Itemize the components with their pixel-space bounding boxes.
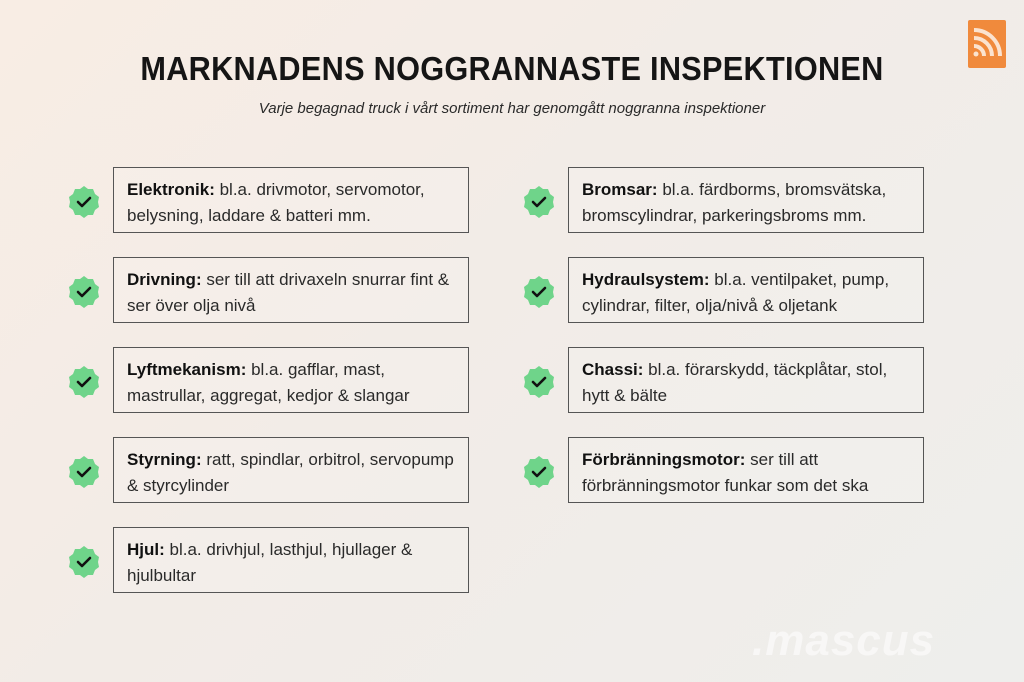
inspection-box bbox=[568, 347, 924, 413]
check-badge-icon bbox=[523, 366, 555, 398]
inspection-item-chassi bbox=[523, 347, 1003, 417]
item-label: Förbränningsmotor: bbox=[582, 450, 746, 469]
check-badge-icon bbox=[68, 186, 100, 218]
inspection-box bbox=[113, 347, 469, 413]
signal-waves-logo-icon bbox=[968, 20, 1006, 68]
item-text: bl.a. ventilpaket, pump, cylindrar, filter, olja/nivå & oljetank bbox=[582, 270, 890, 315]
inspection-box bbox=[113, 437, 469, 503]
item-text: ratt, spindlar, orbitrol, servopump & styrcylinder bbox=[127, 450, 454, 495]
item-label: Hydraulsystem: bbox=[582, 270, 710, 289]
inspection-box bbox=[568, 257, 924, 323]
inspection-box bbox=[113, 257, 469, 323]
check-badge-icon bbox=[68, 366, 100, 398]
inspection-item-elektronik bbox=[68, 167, 548, 237]
mascus-watermark: .mascus bbox=[752, 616, 936, 665]
page-title: MARKNADENS NOGGRANNASTE INSPEKTIONEN bbox=[140, 50, 884, 87]
item-text: bl.a. förarskydd, täckplåtar, stol, hytt & bälte bbox=[582, 360, 888, 405]
item-label: Elektronik: bbox=[127, 180, 215, 199]
item-label: Lyftmekanism: bbox=[127, 360, 247, 379]
check-badge-icon bbox=[523, 276, 555, 308]
inspection-item-drivning bbox=[68, 257, 548, 327]
inspection-box bbox=[568, 167, 924, 233]
inspection-box bbox=[113, 527, 469, 593]
check-badge-icon bbox=[523, 456, 555, 488]
item-label: Bromsar: bbox=[582, 180, 658, 199]
item-label: Drivning: bbox=[127, 270, 202, 289]
inspection-item-bromsar bbox=[523, 167, 1003, 237]
inspection-item-hjul bbox=[68, 527, 548, 597]
inspection-box bbox=[113, 167, 469, 233]
item-label: Hjul: bbox=[127, 540, 165, 559]
item-text: ser till att förbränningsmotor funkar som det ska bbox=[582, 450, 869, 495]
item-text: bl.a. färdborms, bromsvätska, bromscylindrar, parkeringsbroms mm. bbox=[582, 180, 887, 225]
inspection-item-lyftmekanism bbox=[68, 347, 548, 417]
check-badge-icon bbox=[68, 546, 100, 578]
check-badge-icon bbox=[523, 186, 555, 218]
inspection-box bbox=[568, 437, 924, 503]
item-text: bl.a. drivhjul, lasthjul, hjullager & hjulbultar bbox=[127, 540, 413, 585]
item-text: bl.a. drivmotor, servomotor, belysning, laddare & batteri mm. bbox=[127, 180, 425, 225]
item-text: ser till att drivaxeln snurrar fint & ser över olja nivå bbox=[127, 270, 450, 315]
check-badge-icon bbox=[68, 456, 100, 488]
page-subtitle: Varje begagnad truck i vårt sortiment har genomgått noggranna inspektioner bbox=[258, 100, 766, 117]
check-badge-icon bbox=[68, 276, 100, 308]
inspection-item-hydraulsystem bbox=[523, 257, 1003, 327]
item-text: bl.a. gafflar, mast, mastrullar, aggregat, kedjor & slangar bbox=[127, 360, 410, 405]
inspection-item-forbranningsmotor bbox=[523, 437, 1003, 507]
inspection-item-styrning bbox=[68, 437, 548, 507]
item-label: Chassi: bbox=[582, 360, 644, 379]
item-label: Styrning: bbox=[127, 450, 202, 469]
